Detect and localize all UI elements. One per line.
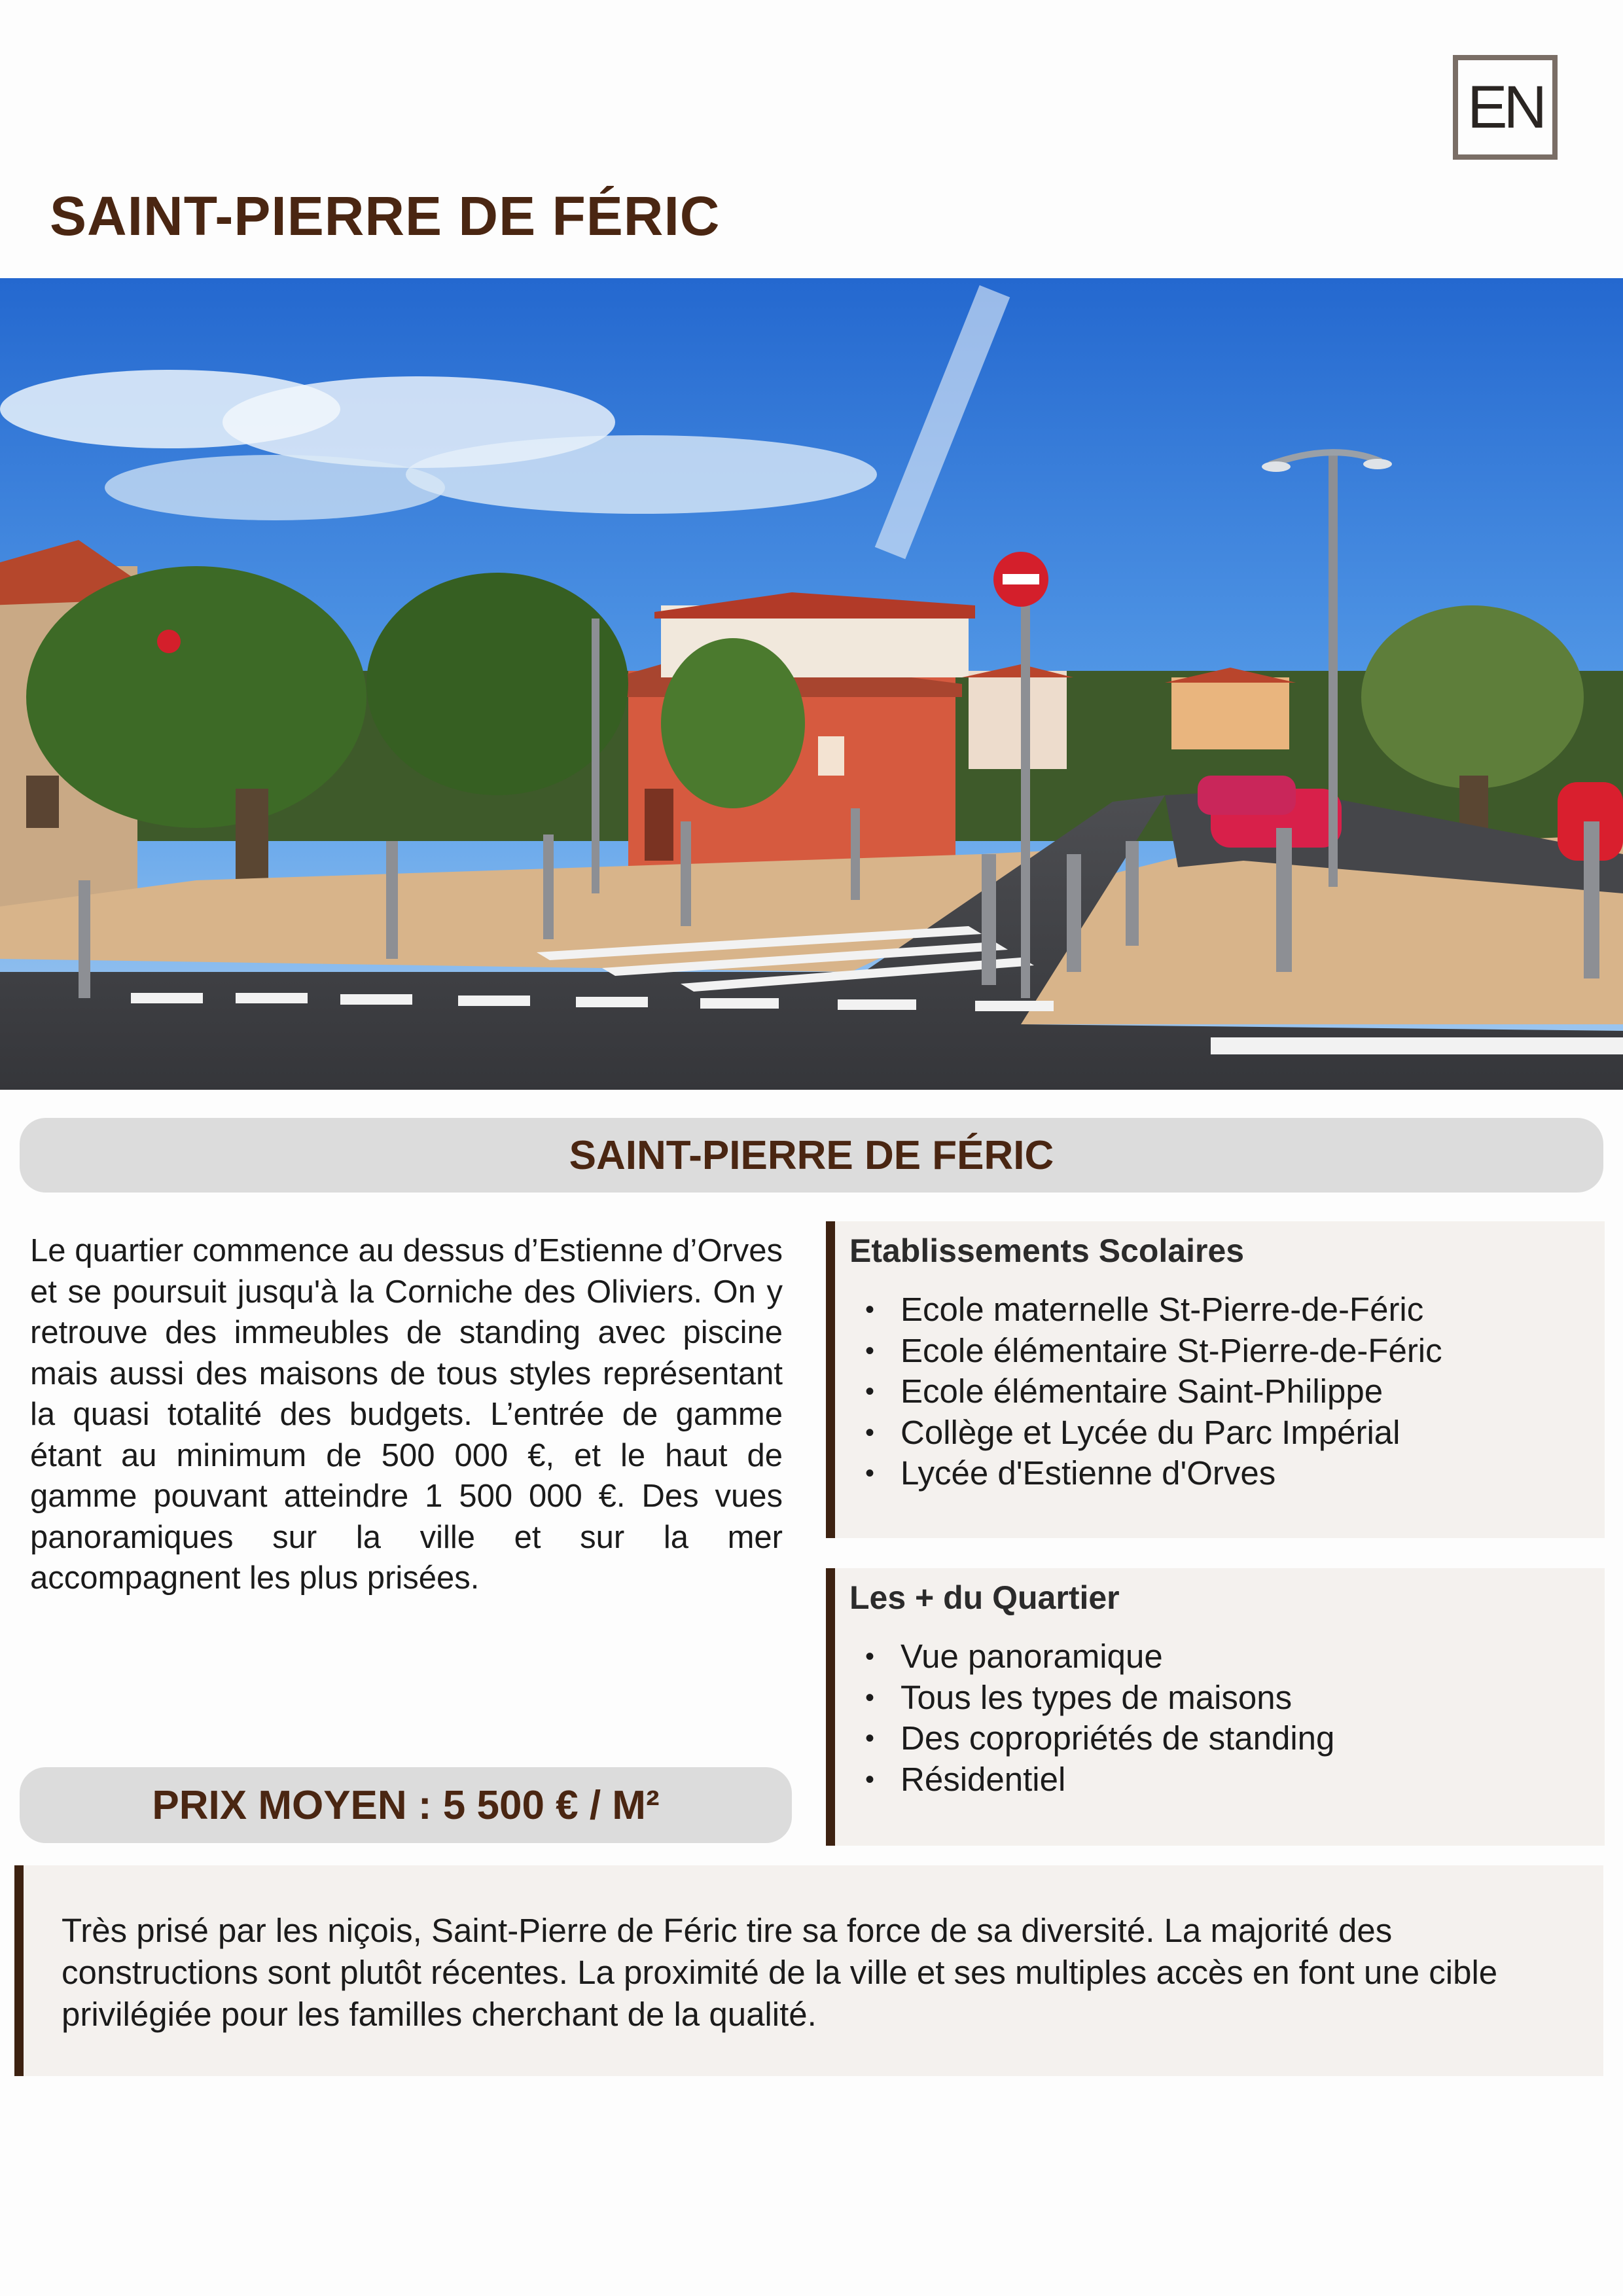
bullet-icon: • <box>865 1724 875 1753</box>
section-title-bar <box>20 1118 1603 1193</box>
bullet-icon: • <box>865 1295 875 1324</box>
schools-heading: Etablissements Scolaires <box>849 1232 1245 1269</box>
list-item-text: Ecole maternelle St-Pierre-de-Féric <box>901 1291 1424 1328</box>
list-item-text: Résidentiel <box>901 1760 1066 1798</box>
schools-box <box>826 1221 1605 1538</box>
brand-logo <box>1453 55 1558 160</box>
list-item-text: Vue panoramique <box>901 1638 1163 1675</box>
list-item <box>865 1289 1592 1331</box>
list-item-text: Lycée d'Estienne d'Orves <box>901 1454 1276 1492</box>
list-item <box>865 1759 1592 1801</box>
highlights-list <box>849 1636 1592 1800</box>
neighborhood-photo <box>0 278 1623 1090</box>
bullet-icon: • <box>865 1377 875 1406</box>
average-price-bar <box>20 1767 792 1843</box>
logo-text: EN <box>1467 73 1543 141</box>
summary-quote: Très prisé par les niçois, Saint-Pierre de Féric tire sa force de sa diversité. La majorité des constructions sont plutôt récentes. La proximité de la ville et ses multiples accès en font une cible privilégiée pour les familles cherchant de la qualité. <box>14 1865 1603 2076</box>
list-item-text: Collège et Lycée du Parc Impérial <box>901 1413 1400 1451</box>
page-title: SAINT-PIERRE DE FÉRIC <box>50 185 721 247</box>
list-item-text: Ecole élémentaire Saint-Philippe <box>901 1372 1383 1410</box>
list-item <box>865 1718 1592 1759</box>
bullet-icon: • <box>865 1459 875 1488</box>
bullet-icon: • <box>865 1336 875 1365</box>
bullet-icon: • <box>865 1765 875 1794</box>
list-item-text: Ecole élémentaire St-Pierre-de-Féric <box>901 1331 1442 1369</box>
list-item-text: Tous les types de maisons <box>901 1678 1293 1716</box>
average-price-label: PRIX MOYEN : 5 500 € / M² <box>152 1782 660 1828</box>
bullet-icon: • <box>865 1418 875 1447</box>
section-title: SAINT-PIERRE DE FÉRIC <box>569 1132 1054 1178</box>
highlights-box <box>826 1568 1605 1846</box>
list-item <box>865 1371 1592 1412</box>
list-item <box>865 1453 1592 1494</box>
list-item-text: Des copropriétés de standing <box>901 1719 1335 1757</box>
bullet-icon: • <box>865 1683 875 1712</box>
highlights-heading: Les + du Quartier <box>849 1579 1120 1616</box>
list-item <box>865 1636 1592 1677</box>
list-item <box>865 1331 1592 1372</box>
schools-list <box>849 1289 1592 1494</box>
list-item <box>865 1677 1592 1719</box>
list-item <box>865 1412 1592 1454</box>
bullet-icon: • <box>865 1642 875 1671</box>
intro-paragraph: Le quartier commence au dessus d’Estienne d’Orves et se poursuit jusqu'à la Corniche des Oliviers. On y retrouve des immeubles de standing avec piscine mais aussi des maisons de tous styles représentant la quasi totalité des budgets. L’entrée de gamme étant au minimum de 500 000 €, et le haut de gamme pouvant atteindre 1 500 000 €. Des vues panoramiques sur la ville et sur la mer accompagnent les plus prisées. <box>30 1233 783 1596</box>
